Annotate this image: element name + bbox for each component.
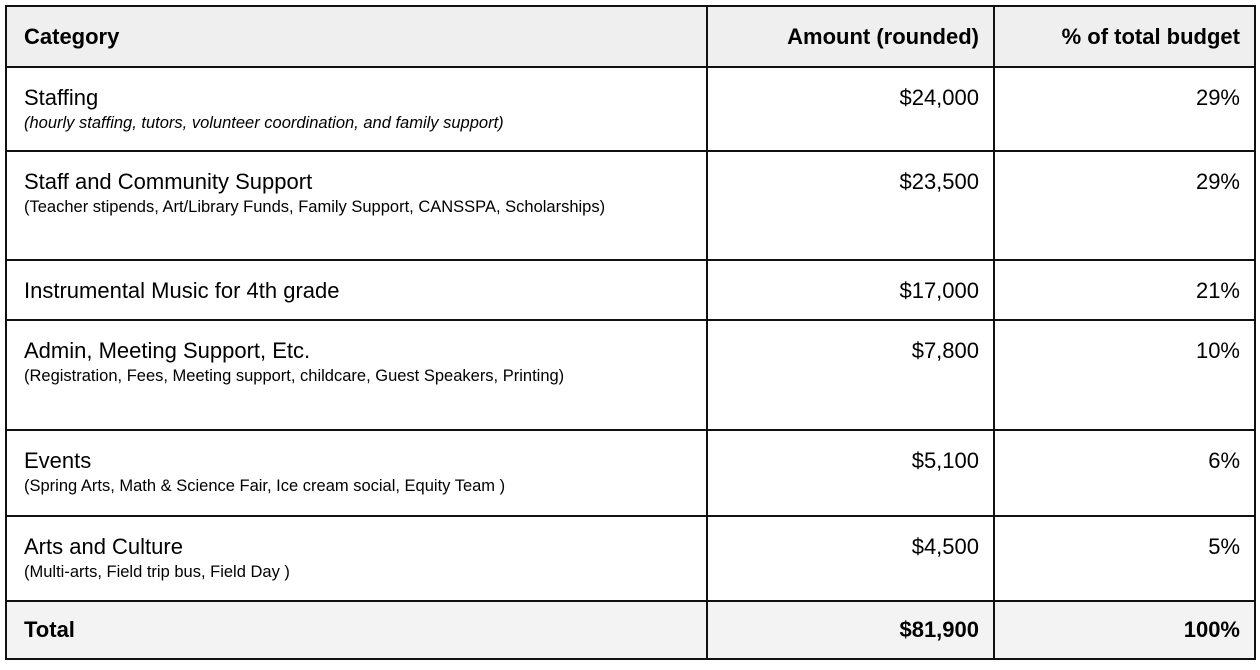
total-amount: $81,900 xyxy=(707,601,994,659)
category-title: Staffing xyxy=(24,85,99,110)
total-percent: 100% xyxy=(994,601,1255,659)
header-percent: % of total budget xyxy=(994,6,1255,67)
amount-cell: $4,500 xyxy=(707,516,994,601)
category-detail: (hourly staffing, tutors, volunteer coordination, and family support) xyxy=(24,114,504,132)
percent-cell: 29% xyxy=(994,67,1255,151)
category-cell xyxy=(6,320,707,430)
table-row xyxy=(6,516,1255,601)
amount-cell: $24,000 xyxy=(707,67,994,151)
percent-cell: 29% xyxy=(994,151,1255,260)
category-cell xyxy=(6,516,707,601)
category-title: Staff and Community Support xyxy=(24,169,313,194)
category-title: Admin, Meeting Support, Etc. xyxy=(24,338,311,363)
total-row xyxy=(6,601,1255,659)
percent-cell: 6% xyxy=(994,430,1255,516)
table-row xyxy=(6,320,1255,430)
category-cell xyxy=(6,67,707,151)
category-title: Arts and Culture xyxy=(24,534,183,559)
total-label: Total xyxy=(6,601,707,659)
budget-table xyxy=(5,5,1256,660)
category-title: Events xyxy=(24,448,92,473)
category-detail: (Teacher stipends, Art/Library Funds, Family Support, CANSSPA, Scholarships) xyxy=(24,198,606,216)
header-category: Category xyxy=(6,6,707,67)
amount-cell: $7,800 xyxy=(707,320,994,430)
table-row xyxy=(6,151,1255,260)
table-row xyxy=(6,260,1255,320)
category-detail: (Spring Arts, Math & Science Fair, Ice cream social, Equity Team ) xyxy=(24,477,506,495)
amount-cell: $23,500 xyxy=(707,151,994,260)
header-amount: Amount (rounded) xyxy=(707,6,994,67)
percent-cell: 10% xyxy=(994,320,1255,430)
amount-cell: $5,100 xyxy=(707,430,994,516)
category-cell xyxy=(6,430,707,516)
category-detail: (Registration, Fees, Meeting support, childcare, Guest Speakers, Printing) xyxy=(24,367,565,385)
category-cell xyxy=(6,260,707,320)
header-row xyxy=(6,6,1255,67)
category-detail: (Multi-arts, Field trip bus, Field Day ) xyxy=(24,563,290,581)
table-row xyxy=(6,430,1255,516)
percent-cell: 21% xyxy=(994,260,1255,320)
amount-cell: $17,000 xyxy=(707,260,994,320)
percent-cell: 5% xyxy=(994,516,1255,601)
table-row xyxy=(6,67,1255,151)
category-title: Instrumental Music for 4th grade xyxy=(24,278,340,303)
category-cell xyxy=(6,151,707,260)
